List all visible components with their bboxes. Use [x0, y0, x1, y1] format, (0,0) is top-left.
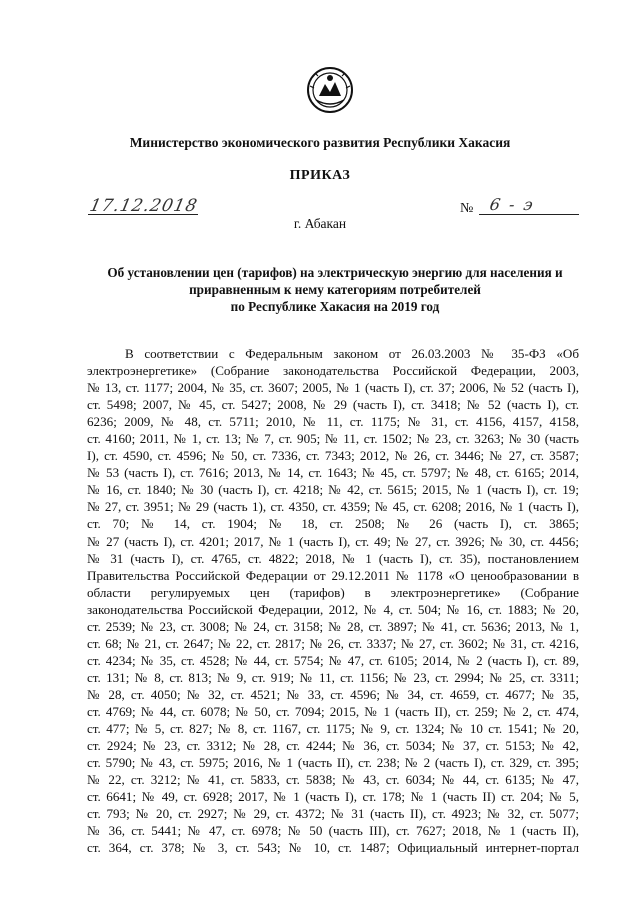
coat-of-arms-emblem [306, 66, 354, 114]
ministry-name: Министерство экономического развития Республики Хакасия [129, 135, 511, 150]
subject-line: Об установлении цен (тарифов) на электрическую энергию для населения и [107, 265, 563, 280]
body-line: № 36, ст. 5441; № 47, ст. 6978; № 50 (часть III), ст. 7627; 2018, № 1 (часть II), [87, 823, 579, 839]
body-line: ст. 477; № 5, ст. 827; № 8, ст. 1167, ст. 1175; № 9, ст. 1324; № 10 ст. 1541; № 20, [87, 721, 579, 737]
body-line: ст. 364, ст. 378; № 3, ст. 543; № 10, ст. 1487; Официальный интернет-портал [87, 840, 579, 856]
body-line: ст. 4160; 2011, № 1, ст. 13; № 7, ст. 905; № 11, ст. 1502; № 23, ст. 3263; № 30 (часть [87, 431, 579, 447]
body-line: ст. 793; № 20, ст. 2927; № 29, ст. 4372; № 31 (часть II), ст. 4923; № 32, ст. 5077; [87, 806, 579, 822]
body-line: № 28, ст. 4050; № 32, ст. 4521; № 33, ст. 4596; № 34, ст. 4659, ст. 4677; № 35, [87, 686, 579, 702]
body-line: № 31 (часть I), ст. 4765, ст. 4822; 2018, № 1 (часть I), ст. 35), постановлением [87, 550, 579, 566]
body-line: ст. 68; № 21, ст. 2647; № 22, ст. 2817; № 26, ст. 3337; № 27, ст. 3602; № 31, ст. 4216, [87, 635, 579, 651]
order-date-handwritten: 17.12.2018 [87, 196, 200, 216]
body-line: ст. 2539; № 23, ст. 3008; № 24, ст. 3158; № 28, ст. 3897; № 41, ст. 5636; 2013, № 1, [87, 618, 579, 634]
order-number-label: № [460, 201, 474, 216]
body-line: ст. 131; № 8, ст. 813; № 9, ст. 919; № 11, ст. 1156; № 23, ст. 2994; № 25, ст. 3311; [87, 669, 579, 685]
order-number-handwritten: 6 - э [488, 195, 537, 214]
body-line: № 16, ст. 1840; № 30 (часть I), ст. 4218; № 42, ст. 5615; 2015, № 1 (часть I), ст. 19; [87, 482, 579, 498]
body-line: ст. 70; № 14, ст. 1904; № 18, ст. 2508; № 26 (часть I), ст. 3865; [87, 516, 579, 532]
body-line: № 22, ст. 3212; № 41, ст. 5833, ст. 5838; № 43, ст. 6034; № 44, ст. 6135; № 47, [87, 772, 579, 788]
body-line: области регулируемых цен (тарифов) в электроэнергетике» (Собрание [87, 584, 579, 600]
city-name: г. Абакан [293, 216, 347, 231]
body-line: № 27 (часть I), ст. 4201; 2017, № 1 (часть I), ст. 49; № 27, ст. 3926; № 30, ст. 4456; [87, 533, 579, 549]
body-line: ст. 2924; № 23, ст. 3312; № 28, ст. 4244; № 36, ст. 5034; № 37, ст. 5153; № 42, [87, 738, 579, 754]
body-line: законодательства Российской Федерации, 2012, № 4, ст. 504; № 16, ст. 1883; № 20, [87, 601, 579, 617]
body-line: ст. 5498; 2007, № 45, ст. 5427; 2008, № 29 (часть I), ст. 3418; № 52 (часть I), ст. [87, 397, 579, 413]
subject-line: по Республике Хакасия на 2019 год [230, 299, 440, 314]
date-underline [88, 214, 198, 215]
body-line: № 13, ст. 1177; 2004, № 35, ст. 3607; 2005, № 1 (часть I), ст. 37; 2006, № 52 (часть I), [87, 380, 579, 396]
body-line: ст. 6641; № 49, ст. 6928; 2017, № 1 (часть I), ст. 178; № 1 (часть II) ст. 204; № 5, [87, 789, 579, 805]
body-line: 6236; 2009, № 48, ст. 5711; 2010, № 11, ст. 1175; № 31, ст. 4156, 4157, 4158, [87, 414, 579, 430]
body-line: В соответствии с Федеральным законом от 26.03.2003 № 35-ФЗ «Об [125, 346, 579, 361]
order-subject [90, 264, 580, 315]
body-line: I), ст. 4590, ст. 4596; № 50, ст. 7336, ст. 7343; 2012, № 26, ст. 3446; № 27, ст. 3587; [87, 448, 579, 464]
body-line: Правительства Российской Федерации от 29.12.2011 № 1178 «О ценообразовании в [87, 567, 579, 583]
subject-line: приравненным к нему категориям потребителей [189, 282, 481, 297]
body-line: ст. 5790; № 43, ст. 5975; 2016, № 1 (часть II), ст. 238; № 2 (часть I), ст. 329, ст. 395; [87, 755, 579, 771]
body-line: № 53 (часть I), ст. 7616; 2013, № 14, ст. 1643; № 45, ст. 5797; № 48, ст. 6165; 2014, [87, 465, 579, 481]
order-title: ПРИКАЗ [289, 168, 351, 183]
body-line: № 27, ст. 3951; № 29 (часть 1), ст. 4350, ст. 4359; № 45, ст. 6208; 2016, № 1 (часть I), [87, 499, 579, 515]
order-body-text [87, 345, 579, 856]
body-line: ст. 4234; № 35, ст. 4528; № 44, ст. 5754; № 47, ст. 6105; 2014, № 2 (часть I), ст. 89, [87, 652, 579, 668]
body-line: электроэнергетике» (Собрание законодательства Российской Федерации, 2003, [87, 363, 579, 379]
body-line: ст. 4769; № 44, ст. 6078; № 50, ст. 7094; 2015, № 1 (часть II), ст. 259; № 2, ст. 474, [87, 703, 579, 719]
number-underline [479, 214, 579, 215]
